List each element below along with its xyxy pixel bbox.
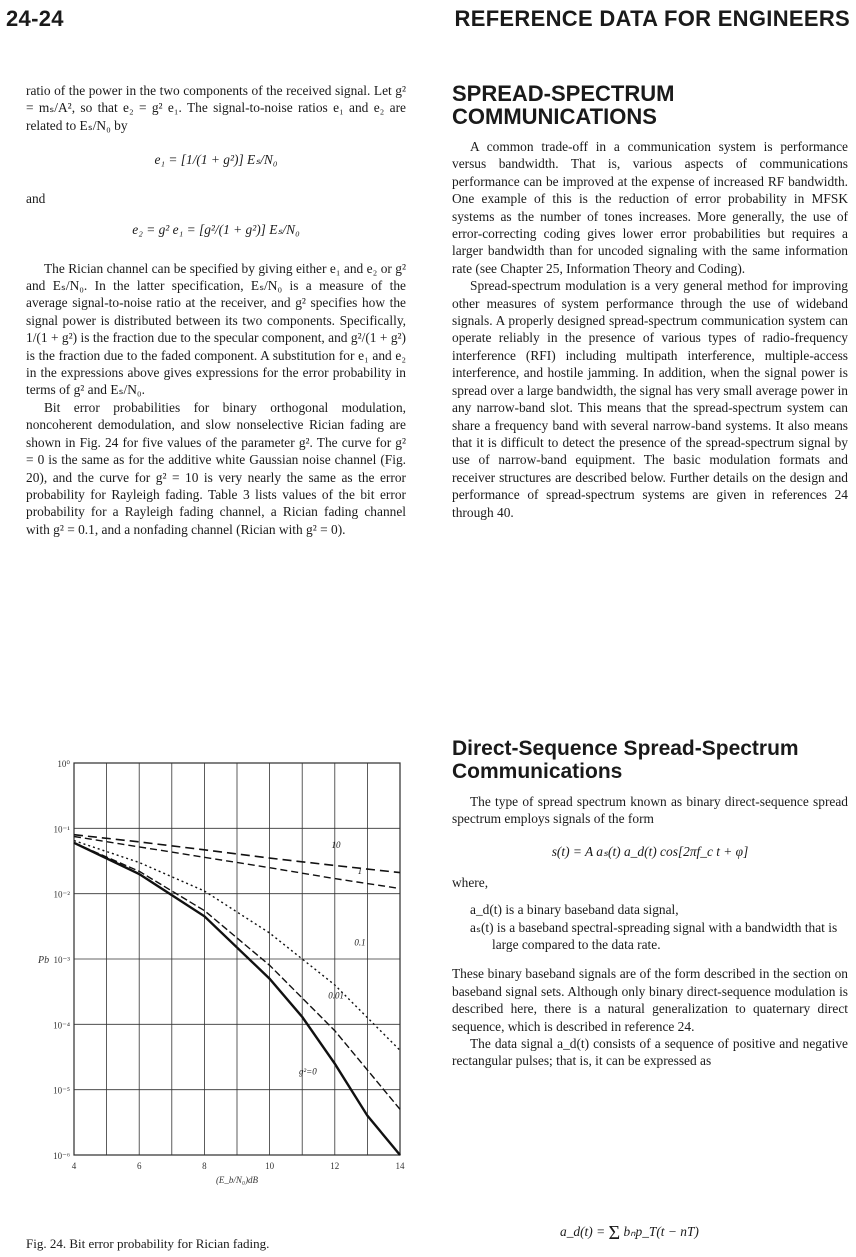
definition-data-signal: a_d(t) is a binary baseband data signal, [470,902,679,918]
rician-paragraph: The Rician channel can be specified by giving either e₁ and e₂ or g² and Eₛ/N₀. In the latter specification, Eₛ/N₀ is a measure of the average signal-to-noise ratio at the receiver, and g² specifies how the signal power is distributed between its two components. Specifically, 1/(1 + g²) is the fraction due to the specular component, and g²/(1 + g²) is the fraction due to the faded component. A substitution for e₁ and e₂ in the expressions above gives expressions for the error probability in terms of g² and Eₛ/N₀. [26,260,406,398]
right-column [452,82,848,521]
x-tick-label: 6 [136,1161,142,1171]
x-tick-label: 14 [395,1161,405,1171]
spread-spectrum-paragraph: Spread-spectrum modulation is a very general method for improving other measures of system performance through the use of wideband signals. A properly designed spread-spectrum communication system can operate reliably in the presence of various types of radio-frequency interference (RFI) including multipath interference, multiple-access interference, and hostile jamming. In addition, when the signal power is spread over a large bandwidth, the signal has very small average power in any narrow-band slot. This means that the spread-spectrum system can share a frequency band with several narrow-band systems. It also means that it is difficult to detect the presence of the spread-spectrum signal by use of narrow-band equipment. The basic modulation formats and receiver structures are described below. Further details on the design and performance of spread-spectrum systems are given in references 24 through 40. [452,278,848,520]
ds-intro-paragraph: The type of spread spectrum known as binary direct-sequence spread spectrum employs signals of the form [452,794,848,827]
equation-e2: e₂ = g² e₁ = [g²/(1 + g²)] Eₛ/N₀ [132,221,300,237]
intro-paragraph: ratio of the power in the two components of the received signal. Let g² = mₛ/A², so that e₂ = g² e₁. The signal-to-noise ratios e₁ and e₂ are related to Eₛ/N₀ by [26,83,406,133]
figure-caption: Fig. 24. Bit error probability for Rician fading. [26,1236,270,1251]
series-label: 10 [331,840,341,851]
rician-fading-chart [30,755,412,1185]
x-tick-label: 8 [202,1161,207,1171]
y-tick-label: 10⁻⁶ [53,1151,70,1161]
definition-spreading-signal: aₛ(t) is a baseband spectral-spreading signal with a bandwidth that is large compared to the data rate. [470,919,838,953]
sum-lhs: a_d(t) = [560,1224,606,1239]
sum-term: bₙp_T(t − nT) [623,1224,699,1239]
bit-error-paragraph: Bit error probabilities for binary orthogonal modulation, noncoherent demodulation, and slow nonselective Rician fading are shown in Fig. 24 for five values of the parameter g². The curve for g² = 0 is the same as for the additive white Gaussian noise channel (Fig. 20), and the curve for g² = 10 is very nearly the same as the error probability for Rayleigh fading. Table 3 lists values of the bit error probability for a Rayleigh fading channel, a Rician fading channel with g² = 0.1, and a nonfading channel (Rician with g² = 0). [26,399,406,537]
page-header [6,6,850,36]
direct-sequence-section [452,737,848,1070]
y-tick-label: 10⁻⁵ [53,1085,70,1096]
data-signal-paragraph: The data signal a_d(t) consists of a sequence of positive and negative rectangular pulses; that is, it can be expressed as [452,1036,848,1069]
y-tick-label: 10⁻² [53,889,70,900]
equation-e1: e₁ = [1/(1 + g²)] Eₛ/N₀ [154,152,278,168]
x-tick-label: 12 [330,1161,340,1171]
and-word: and [26,191,46,207]
definition-list [452,901,848,953]
x-tick-label: 4 [71,1161,77,1171]
series-label: 0.1 [354,937,366,948]
signal-equation: s(t) = A aₛ(t) a_d(t) cos[2πf_c t + φ] [551,843,749,859]
left-column [26,82,406,538]
summation-equation [560,1222,699,1245]
section-heading: SPREAD-SPECTRUM COMMUNICATIONS [452,81,675,129]
tradeoff-paragraph: A common trade-off in a communication system is performance versus bandwidth. That is, various aspects of communications performance can be improved at the expense of increased RF bandwidth. One example of this is the reduction of error probability in MFSK systems as the number of tones increases. More generally, the use of error-correcting coding gives lower error probabilities but requires a larger bandwidth than for uncoded signaling with the same information rate (see Chapter 25, Information Theory and Coding). [452,139,848,276]
running-title: REFERENCE DATA FOR ENGINEERS [454,6,850,31]
baseband-paragraph: These binary baseband signals are of the form described in the section on baseband signal sets. Although only binary direct-sequence modulation is described here, there is a natural generalization to quaternary direct sequence, which is described in reference 24. [452,966,848,1034]
y-tick-label: 10⁻⁴ [53,1020,70,1031]
y-tick-label: 10⁻³ [53,955,70,965]
subsection-heading: Direct-Sequence Spread-Spectrum Communications [452,737,799,783]
series-label: g²=0 [298,1066,317,1077]
y-axis-label: Pb [38,955,50,966]
y-tick-label: 10⁻¹ [53,824,70,835]
series-label: 1 [357,865,363,876]
page-number: 24-24 [6,6,64,31]
chart-svg [30,755,412,1185]
x-axis-label: (E_b/N₀)dB [215,1175,259,1185]
x-tick-label: 10 [265,1161,275,1171]
y-tick-label: 10⁰ [57,759,70,769]
sigma-symbol: Σ [608,1222,621,1244]
where-word: where, [452,874,489,890]
series-label: 0.01 [328,990,345,1001]
